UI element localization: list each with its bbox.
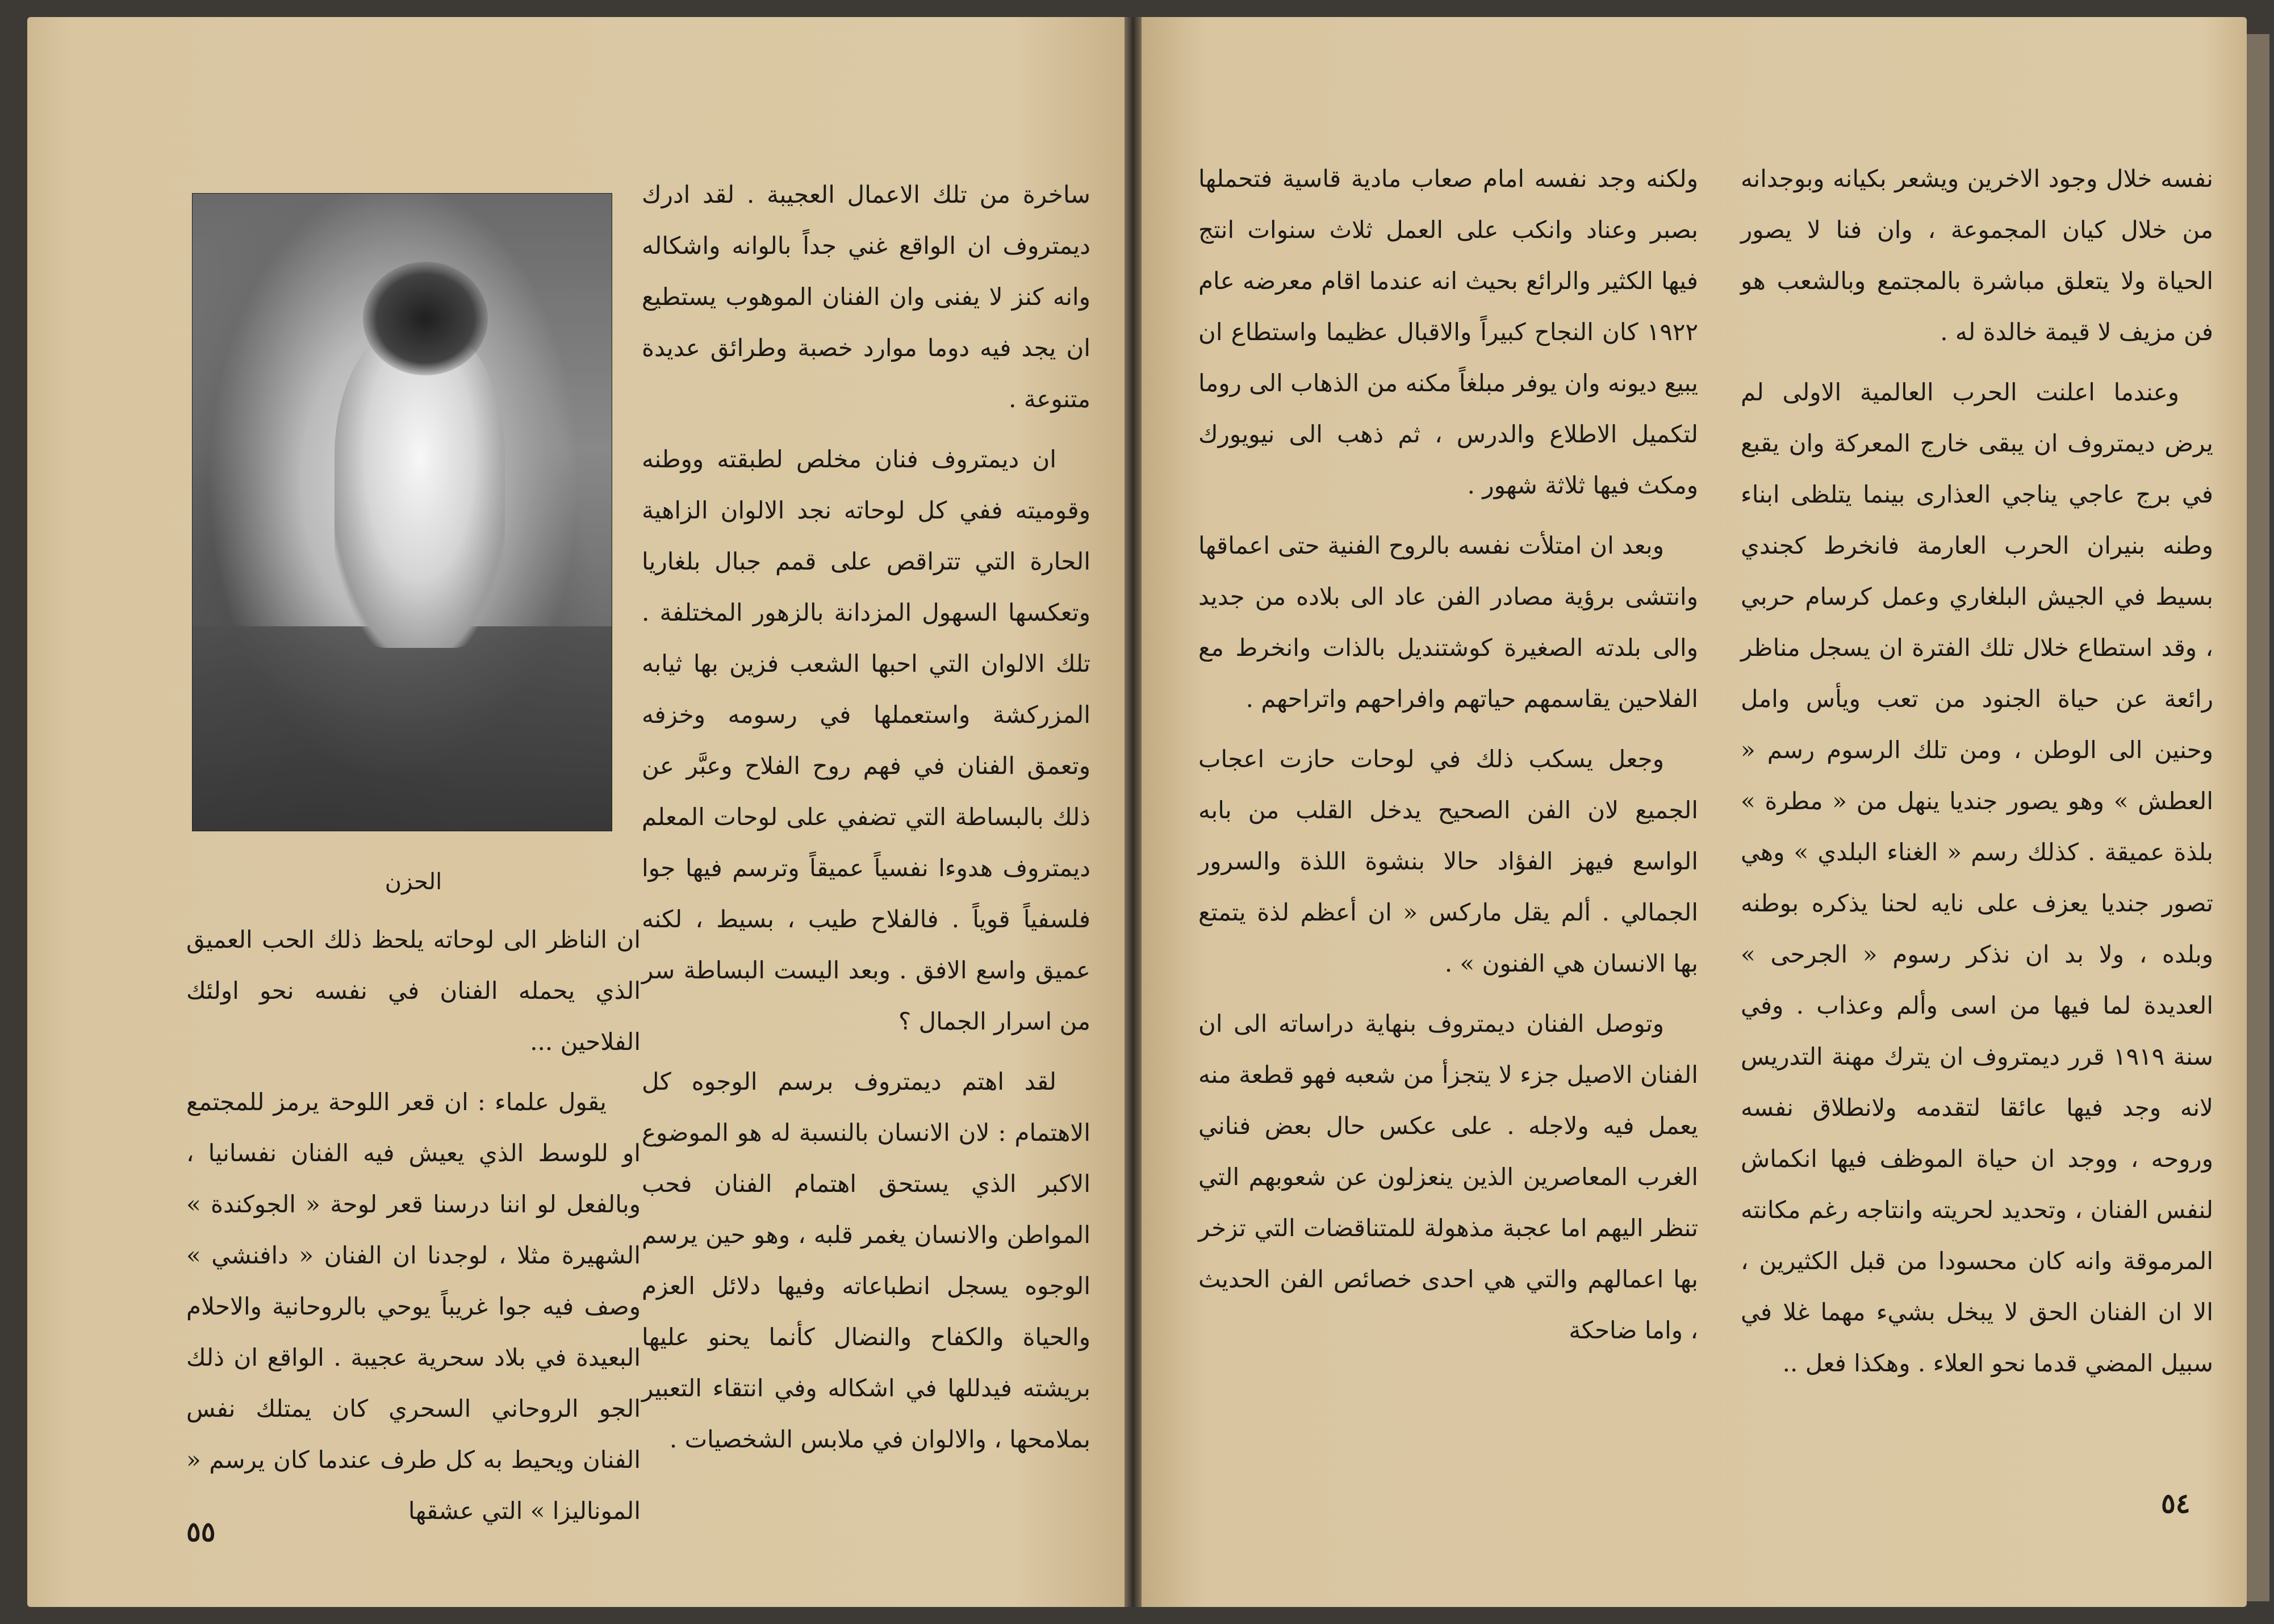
right-page-left-column bbox=[1198, 153, 1698, 1365]
photo-head bbox=[363, 262, 488, 375]
left-page bbox=[27, 17, 1125, 1607]
paragraph: وبعد ان امتلأت نفسه بالروح الفنية حتى اعماقها وانتشى برؤية مصادر الفن عاد الى بلاده من جديد والى بلدته الصغيرة كوشتنديل بالذات وانخرط مع الفلاحين يقاسمهم حياتهم وافراحهم واتراحهم . bbox=[1198, 531, 1698, 713]
paragraph: يقول علماء : ان قعر اللوحة يرمز للمجتمع او للوسط الذي يعيش فيه الفنان نفسانيا ، وبالفعل لو اننا درسنا قعر لوحة « الجوكندة » الشهيرة مثلا ، لوجدنا ان الفنان « دافنشي » وصف فيه جوا غريباً يوحي بالروحانية والاحلام البعيدة في بلاد سحرية عجيبة . الواقع ان ذلك الجو الروحاني السحري كان يمتلك نفس الفنان ويحيط به كل طرف عندما كان يرسم « الموناليزا » التي عشقها bbox=[186, 1088, 641, 1525]
sorrow-photograph bbox=[192, 193, 612, 831]
book-gutter bbox=[1125, 17, 1142, 1607]
paragraph: نفسه خلال وجود الاخرين ويشعر بكيانه وبوجدانه من خلال كيان المجموعة ، وان فنا لا يصور الحياة ولا يتعلق مباشرة بالمجتمع وبالشعب هو فن مزيف لا قيمة خالدة له . bbox=[1741, 165, 2213, 346]
page-number: ٥٤ bbox=[2161, 1488, 2191, 1520]
paragraph: لقد اهتم ديمتروف برسم الوجوه كل الاهتمام : لان الانسان بالنسبة له هو الموضوع الاكبر الذي يستحق اهتمام الفنان فحب المواطن والانسان يغمر قلبه ، وهو حين يرسم الوجوه يسجل انطباعاته وفيها دلائل العزم والحياة والكفاح والنضال كأنما يحنو عليها بريشته فيدللها في اشكاله وفي انتقاء التعبير بملامحها ، والالوان في ملابس الشخصيات . bbox=[642, 1068, 1090, 1453]
paragraph: وجعل يسكب ذلك في لوحات حازت اعجاب الجميع لان الفن الصحيح يدخل القلب من بابه الواسع فيهز الفؤاد حالا بنشوة اللذة والسرور الجمالي . ألم يقل ماركس « ان أعظم لذة يتمتع بها الانسان هي الفنون » . bbox=[1198, 745, 1698, 977]
paragraph: ساخرة من تلك الاعمال العجيبة . لقد ادرك ديمتروف ان الواقع غني جداً بالوانه واشكاله وانه كنز لا يفنى وان الفنان الموهوب يستطيع ان يجد فيه دوما موارد خصبة وطرائق عديدة متنوعة . bbox=[642, 181, 1090, 413]
paragraph: ان ديمتروف فنان مخلص لطبقته ووطنه وقوميته ففي كل لوحاته نجد الالوان الزاهية الحارة التي تتراقص على قمم جبال بلغاريا وتعكسها السهول المزدانة بالزهور المختلفة . تلك الالوان التي احبها الشعب فزين بها ثيابه المزركشة واستعملها في رسومه وخزفه وتعمق الفنان في فهم روح الفلاح وعبَّر عن ذلك بالبساطة التي تضفي على لوحات المعلم ديمتروف هدوءا نفسياً عميقاً وترسم فيها جوا فلسفياً قوياً . فالفلاح طيب ، بسيط ، لكنه عميق واسع الافق . وبعد اليست البساطة سر من اسرار الجمال ؟ bbox=[642, 445, 1090, 1035]
right-page-right-column bbox=[1741, 153, 2213, 1398]
paragraph: وتوصل الفنان ديمتروف بنهاية دراساته الى ان الفنان الاصيل جزء لا يتجزأ من شعبه فهو قطعة منه يعمل فيه ولاجله . على عكس حال بعض فناني الغرب المعاصرين الذين ينعزلون عن شعوبهم التي تنظر اليهم اما عجبة مذهولة للمتناقضات التي تزخر بها اعمالهم والتي هي احدى خصائص الفن الحديث ، واما ضاحكة bbox=[1198, 1010, 1698, 1344]
paragraph: وعندما اعلنت الحرب العالمية الاولى لم يرض ديمتروف ان يبقى خارج المعركة وان يقبع في برج عاجي يناجي العذارى بينما يتلظى ابناء وطنه بنيران الحرب العارمة فانخرط كجندي بسيط في الجيش البلغاري وعمل كرسام حربي ، وقد استطاع خلال تلك الفترة ان يسجل مناظر رائعة عن حياة الجنود من تعب ويأس وامل وحنين الى الوطن ، ومن تلك الرسوم رسم « العطش » وهو يصور جنديا ينهل من « مطرة » بلذة عميقة . كذلك رسم « الغناء البلدي » وهي تصور جنديا يعزف على نايه لحنا يذكره بوطنه وبلده ، ولا بد ان نذكر رسوم « الجرحى » العديدة لما فيها من اسى وألم وعذاب . وفي سنة ١٩١٩ قرر ديمتروف ان يترك مهنة التدريس لانه وجد فيها عائقا لتقدمه ولانطلاق نفسه وروحه ، ووجد ان حياة الموظف فيها انكماش لنفس الفنان ، وتحديد لحريته وانتاجه رغم مكانته المرموقة وانه كان محسودا من قبل الكثيرين ، الا ان الفنان الحق لا يبخل بشيء مهما غلا في سبيل المضي قدما نحو العلاء . وهكذا فعل .. bbox=[1741, 378, 2213, 1377]
background-strip bbox=[2247, 34, 2269, 1601]
left-page-bottom-column bbox=[186, 914, 641, 1546]
photo-caption: الحزن bbox=[384, 869, 442, 895]
photo-ground bbox=[193, 626, 612, 831]
page-number: ٥٥ bbox=[186, 1516, 216, 1548]
paragraph: ان الناظر الى لوحاته يلحظ ذلك الحب العميق الذي يحمله الفنان في نفسه نحو اولئك الفلاحين ... bbox=[186, 926, 641, 1056]
photo-figure bbox=[335, 330, 505, 648]
right-page bbox=[1142, 17, 2247, 1607]
left-page-main-column bbox=[642, 169, 1090, 1474]
paragraph: ولكنه وجد نفسه امام صعاب مادية قاسية فتحملها بصبر وعناد وانكب على العمل ثلاث سنوات انتج فيها الكثير والرائع بحيث انه عندما اقام معرضه عام ١٩٢٢ كان النجاح كبيراً والاقبال عظيما واستطاع ان يبيع ديونه وان يوفر مبلغاً مكنه من الذهاب الى روما لتكميل الاطلاع والدرس ، ثم ذهب الى نيويورك ومكث فيها ثلاثة شهور . bbox=[1198, 165, 1698, 499]
